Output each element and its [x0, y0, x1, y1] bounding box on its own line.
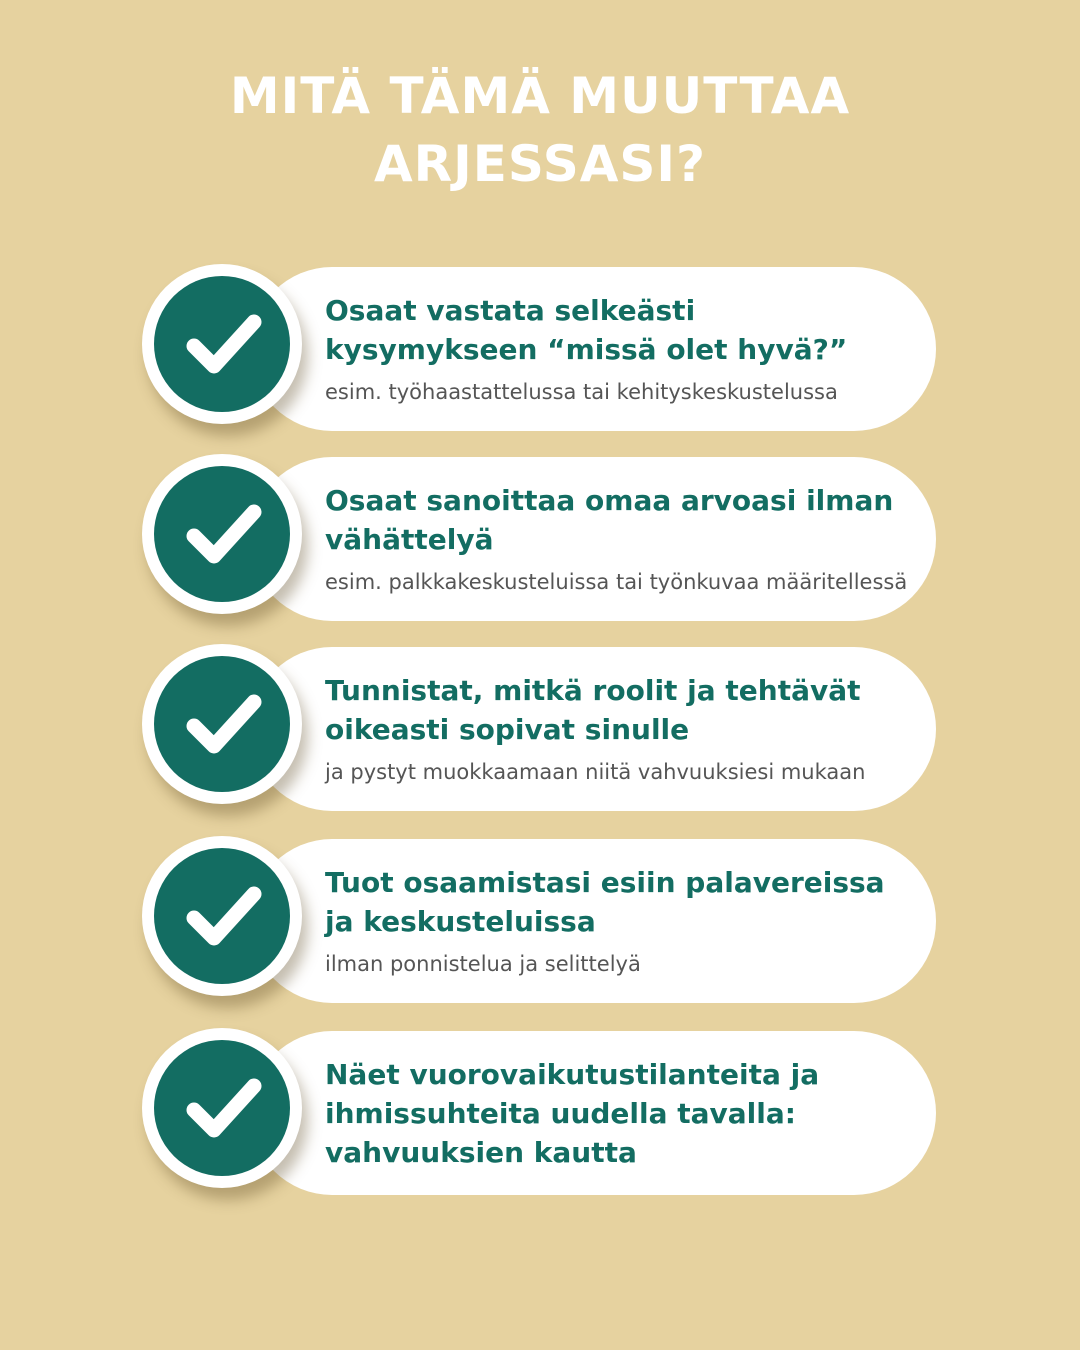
check-badge	[142, 836, 302, 996]
benefit-item	[140, 264, 940, 434]
benefit-item	[140, 1028, 940, 1198]
checkmark-icon	[154, 276, 290, 412]
benefit-subtext: ilman ponnistelua ja selittelyä	[325, 951, 641, 976]
checkmark-icon	[154, 848, 290, 984]
check-badge	[142, 644, 302, 804]
benefit-heading: Näet vuorovaikutustilanteita ja ihmissuhteita uudella tavalla: vahvuuksien kautta	[325, 1057, 820, 1169]
benefit-heading: Tuot osaamistasi esiin palavereissa ja keskusteluissa	[325, 865, 885, 938]
check-badge	[142, 454, 302, 614]
title-line-1: MITÄ TÄMÄ MUUTTAA	[229, 67, 851, 125]
checkmark-icon	[154, 656, 290, 792]
benefit-subtext: esim. palkkakeskusteluissa tai työnkuvaa määritellessä	[325, 569, 908, 594]
benefit-subtext: ja pystyt muokkaamaan niitä vahvuuksiesi mukaan	[325, 759, 866, 784]
benefit-item	[140, 836, 940, 1006]
benefit-item	[140, 454, 940, 624]
check-badge	[142, 264, 302, 424]
benefit-heading: Tunnistat, mitkä roolit ja tehtävät oikeasti sopivat sinulle	[325, 673, 861, 746]
title-line-2: ARJESSASI?	[373, 135, 707, 193]
benefit-heading: Osaat vastata selkeästi kysymykseen “missä olet hyvä?”	[325, 293, 848, 366]
benefit-subtext: esim. työhaastattelussa tai kehityskeskustelussa	[325, 379, 838, 404]
checkmark-icon	[154, 1040, 290, 1176]
checkmark-icon	[154, 466, 290, 602]
check-badge	[142, 1028, 302, 1188]
page-title	[0, 62, 1080, 198]
benefit-heading: Osaat sanoittaa omaa arvoasi ilman vähättelyä	[325, 483, 894, 556]
benefit-item	[140, 644, 940, 814]
